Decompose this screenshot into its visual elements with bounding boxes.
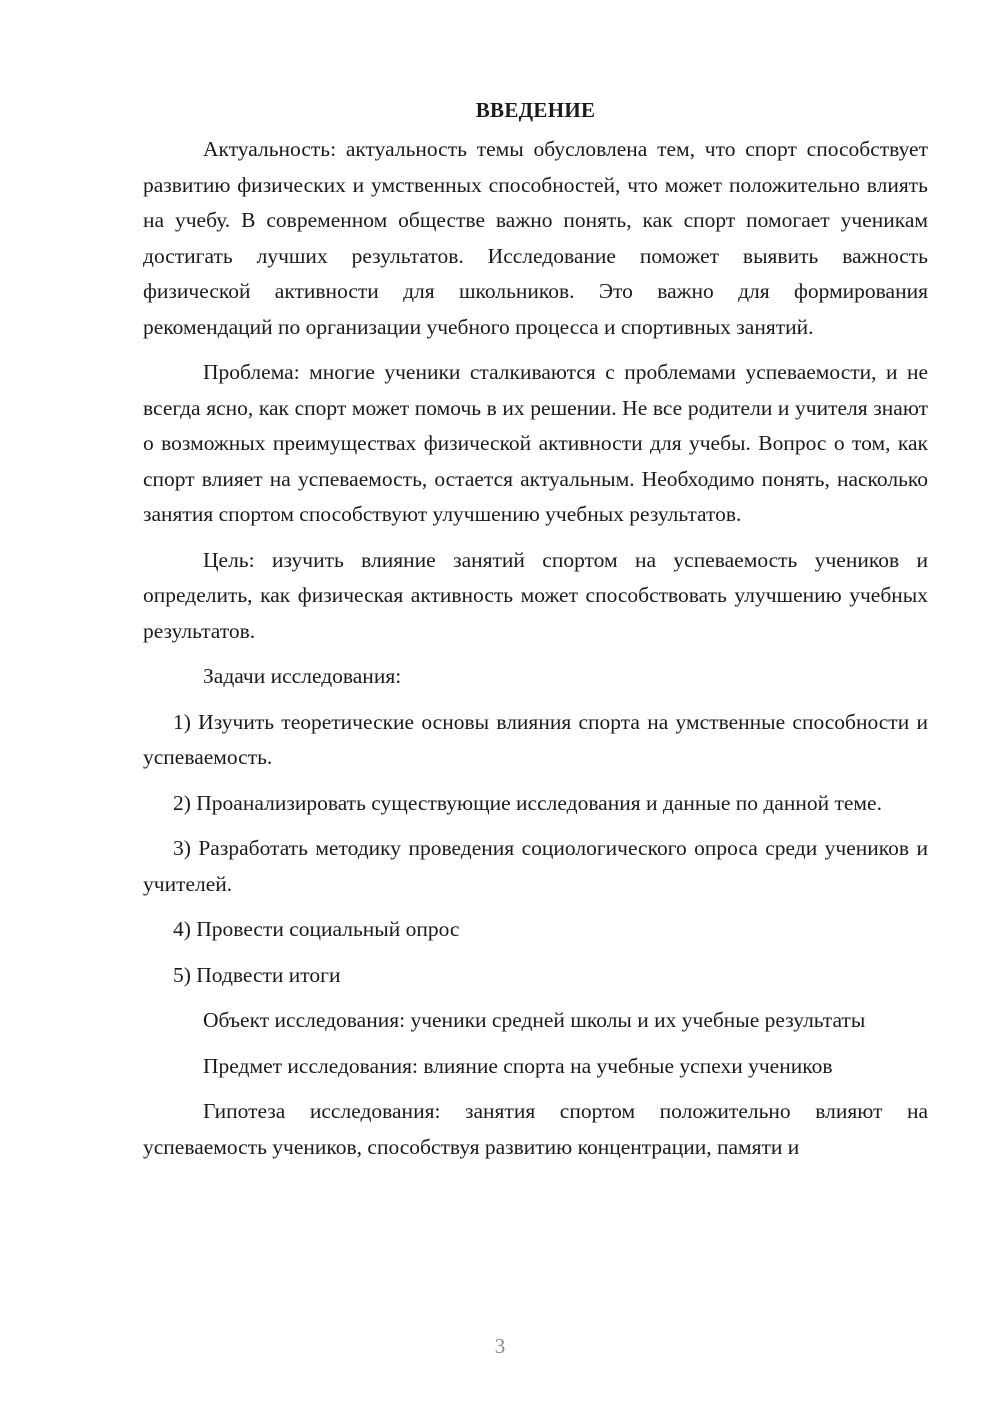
list-item: 5) Подвести итоги bbox=[173, 962, 341, 987]
list-item: 2) Проанализировать существующие исследования и данные по данной теме. bbox=[173, 790, 882, 815]
list-item: 3) Разработать методику проведения социологического опроса среди учеников и учителей. bbox=[143, 836, 928, 896]
paragraph-relevance: Актуальность: актуальность темы обусловлена тем, что спорт способствует развитию физических и умственных способностей, что может положительно влиять на учебу. В современном обществе важно понять, как спорт помогает ученикам достигать лучших результатов. Исследование поможет выявить важность физической активности для школьников. Это важно для формирования рекомендаций по организации учебного процесса и спортивных занятий. bbox=[143, 137, 928, 339]
paragraph-problem: Проблема: многие ученики сталкиваются с проблемами успеваемости, и не всегда ясно, как спорт может помочь в их решении. Не все родители и учителя знают о возможных преимуществах физической активности для учебы. Вопрос о том, как спорт влияет на успеваемость, остается актуальным. Необходимо понять, насколько занятия спортом способствуют улучшению учебных результатов. bbox=[143, 360, 928, 526]
list-item: 1) Изучить теоретические основы влияния спорта на умственные способности и успеваемость. bbox=[143, 709, 928, 769]
list-item: 4) Провести социальный опрос bbox=[173, 917, 460, 941]
paragraph-subject: Предмет исследования: влияние спорта на учебные успехи учеников bbox=[203, 1053, 833, 1078]
page-content bbox=[143, 92, 928, 1175]
paragraph-object: Объект исследования: ученики средней школы и их учебные результаты bbox=[203, 1008, 866, 1032]
tasks-list bbox=[143, 705, 928, 994]
page-number: 3 bbox=[494, 1334, 506, 1358]
paragraph-goal: Цель: изучить влияние занятий спортом на успеваемость учеников и определить, как физическая активность может способствовать улучшению учебных результатов. bbox=[143, 547, 928, 643]
paragraph-hypothesis: Гипотеза исследования: занятия спортом положительно влияют на успеваемость учеников, способствуя развитию концентрации, памяти и bbox=[143, 1099, 928, 1159]
paragraph-tasks-heading: Задачи исследования: bbox=[203, 664, 402, 688]
section-title: ВВЕДЕНИЕ bbox=[475, 98, 596, 122]
